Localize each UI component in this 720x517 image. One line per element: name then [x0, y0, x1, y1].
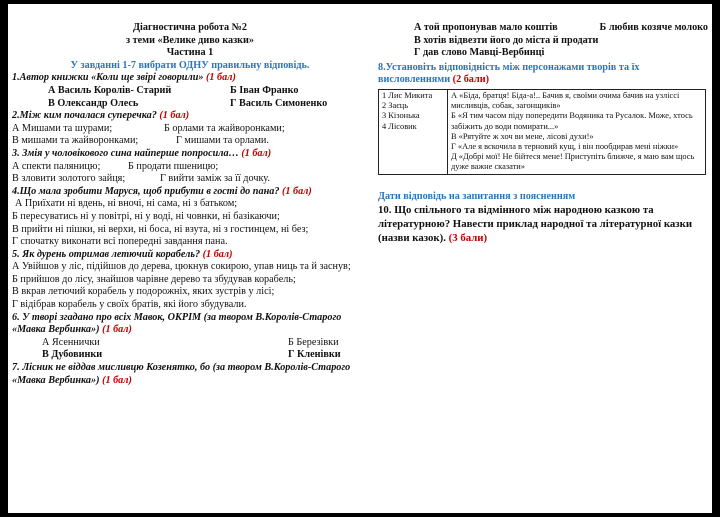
option[interactable]: В Дубовинки: [42, 349, 103, 361]
characters-cell: [379, 89, 448, 174]
character-item: 2 Заєць: [382, 101, 409, 111]
quote-item: Д «Добрі мої! Не бійтеся мене! Приступіть ближче, я маю вам щось дуже важне сказати»: [451, 152, 695, 172]
question-3-options-row-2: [12, 173, 368, 186]
option[interactable]: Б прийшов до лісу, знайшов чарівне дерево та збудував корабель;: [12, 273, 296, 285]
left-column: [12, 22, 368, 387]
option[interactable]: Г відібрав корабель у своїх братів, які його збудували.: [12, 299, 247, 311]
worksheet-page: [8, 4, 712, 513]
option[interactable]: В зловити золотого зайця;: [12, 173, 126, 185]
worksheet-instruction: У завданні 1-7 вибрати ОДНУ правильну відповідь.: [70, 59, 310, 71]
question-4: 4.Що мала зробити Маруся, щоб прибути в гості до пана? (1 бал): [12, 185, 312, 197]
option[interactable]: А Приїхати ні вдень, ні вночі, ні сама, ні з батьком;: [15, 198, 238, 210]
question-6-options-row-2: [12, 349, 368, 362]
question-2-options-row-1: [12, 123, 368, 136]
quote-item: В «Рятуйте ж хоч ви мене, лісові духи!»: [451, 131, 594, 141]
question-2-options-row-2: [12, 135, 368, 148]
option[interactable]: Б Іван Франко: [230, 84, 299, 96]
option[interactable]: А Мишами та шурами;: [12, 122, 113, 134]
question-1-options-row-2: [12, 98, 368, 111]
option[interactable]: А Увійшов у ліс, підійшов до дерева, цюкнув сокирою, упав ниць та й заснув;: [12, 261, 351, 273]
character-item: 3 Кізонька: [382, 111, 420, 121]
option[interactable]: Г спочатку виконати всі попередні завдання пана.: [12, 236, 228, 248]
section-2-heading: Дати відповідь на запитання з поясненням: [378, 190, 576, 202]
question-7-options-row-1: [378, 22, 708, 35]
option[interactable]: Г дав слово Мавці-Вербинці: [414, 47, 545, 59]
option[interactable]: Б орлами та жайворонками;: [164, 122, 285, 134]
option[interactable]: А Ясеннички: [42, 336, 100, 348]
worksheet-title: Діагностична робота №2: [133, 22, 247, 33]
question-3-options-row-1: [12, 161, 368, 174]
option[interactable]: В прийти ні пішки, ні верхи, ні боса, ні взута, ні з гостинцем, ні без;: [12, 223, 309, 235]
option[interactable]: А спекти паляницю;: [12, 160, 101, 172]
question-10: 10. Що спільного та відмінного між народною казкою та літературною? Навести приклад народної та літературної казки (назви казок). (3 бали): [378, 204, 693, 245]
option[interactable]: Г Василь Симоненко: [230, 97, 328, 109]
worksheet-topic: з теми «Велике диво казки»: [125, 34, 255, 46]
question-2: 2.Між ким почалася суперечка? (1 бал): [12, 110, 190, 122]
option[interactable]: Г Кленівки: [288, 349, 341, 361]
quote-item: Г «Але я вскочила в терновий кущ, і він пообдирав мені ніжки»: [451, 141, 679, 151]
option[interactable]: Б пересуватись ні у повітрі, ні у воді, ні човнки, ні базікаючи;: [12, 210, 280, 222]
character-item: 4 Лісовик: [382, 121, 417, 131]
option[interactable]: Б любив козяче молоко: [599, 22, 708, 33]
character-item: 1 Лис Микита: [382, 90, 433, 100]
matching-table: [378, 89, 706, 175]
question-1-options-row-1: [12, 85, 368, 98]
option[interactable]: В Олександр Олесь: [48, 97, 139, 109]
question-6: 6. У творі згадано про всіх Мавок, ОКРІМ (за твором В.Королів-Старого «Мавка Вербинка») (1 бал): [12, 311, 342, 336]
question-6-options-row-1: [12, 337, 368, 350]
quote-item: Б «Я тим часом піду попередити Водяника та Русалок. Може, хтось забіжить до води помирати...»: [451, 111, 693, 131]
option[interactable]: В мишами та жайворонками;: [12, 135, 139, 147]
option[interactable]: В вкрав летючий корабель у подорожніх, яких зустрів у лісі;: [12, 286, 275, 298]
option[interactable]: А той пропонував мало коштів: [414, 22, 558, 33]
right-column: [378, 22, 708, 245]
option[interactable]: А Василь Королів- Старий: [48, 84, 172, 96]
question-7: 7. Лісник не віддав мисливцю Козенятко, бо (за твором В.Королів-Старого «Мавка Вербинка») (1 бал): [12, 362, 351, 386]
option[interactable]: Б продати пшеницю;: [128, 160, 219, 172]
quotes-cell: [448, 89, 706, 174]
quote-item: А «Біда, братця! Біда-а!.. Бачив я, своїми очима бачив на узліссі мисливців, собак, загонщиків»: [451, 90, 680, 111]
option[interactable]: В хотів відвезти його до міста й продати: [414, 34, 599, 46]
question-5: 5. Як дурень отримав летючий корабель? (1 бал): [12, 248, 233, 260]
question-1: 1.Автор книжки «Коли ще звірі говорили» (1 бал): [12, 72, 236, 84]
option[interactable]: Г вийти заміж за її дочку.: [160, 173, 270, 185]
worksheet-part: Частина 1: [166, 47, 214, 59]
question-3: 3. Змія у чоловікового сина найперше попросила… (1 бал): [12, 147, 272, 159]
question-8: 8.Установіть відповідність між персонажами творів та їх висловленнями (2 бали): [378, 61, 640, 86]
option[interactable]: Б Березівки: [288, 336, 339, 348]
option[interactable]: Г мишами та орлами.: [176, 135, 269, 147]
